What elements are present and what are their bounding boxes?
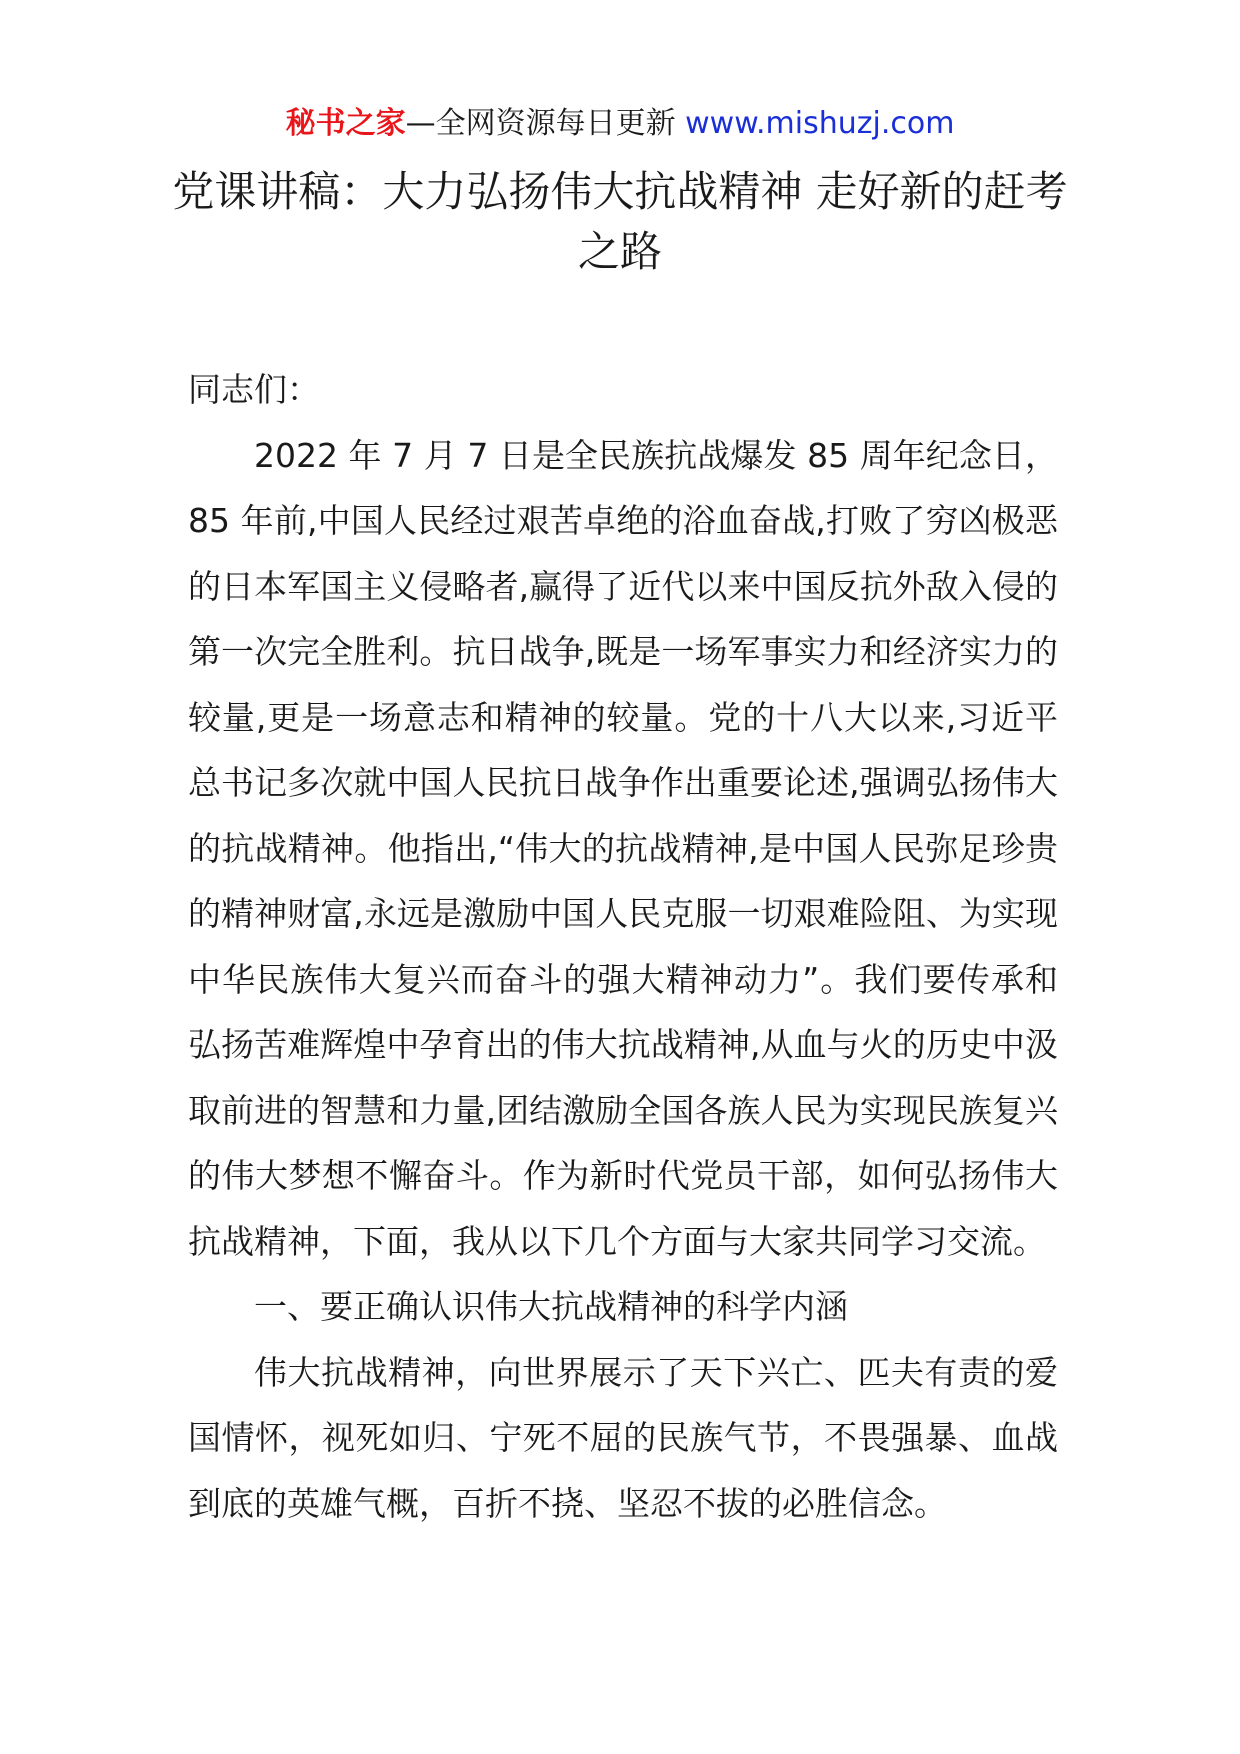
header-tagline: —全网资源每日更新 [405, 106, 676, 141]
section-heading-1: 一、要正确认识伟大抗战精神的科学内涵 [254, 1287, 848, 1326]
paragraph-section-1: 伟大抗战精神，向世界展示了天下兴亡、匹夫有责的爱国情怀，视死如归、宁死不屈的民族气节，不畏强暴、血战到底的英雄气概，百折不挠、坚忍不拔的必胜信念。 [188, 1352, 1058, 1523]
brand-name: 秘书之家 [285, 106, 406, 141]
salutation: 同志们： [188, 370, 320, 409]
site-url-link[interactable]: www.mishuzj.com [685, 106, 955, 141]
document-title: 党课讲稿：大力弘扬伟大抗战精神 走好新的赶考之路 [172, 167, 1068, 276]
site-header [0, 102, 1240, 146]
document-body [188, 357, 1058, 1536]
paragraph-intro: 2022 年 7 月 7 日是全民族抗战爆发 85 周年纪念日，85 年前,中国人民经过艰苦卓绝的浴血奋战,打败了穷凶极恶的日本军国主义侵略者,赢得了近代以来中国反抗外敌入侵的第一次完全胜利。抗日战争,既是一场军事实力和经济实力的较量,更是一场意志和精神的较量。党的十八大以来,习近平总书记多次就中国人民抗日战争作出重要论述,强调弘扬伟大的抗战精神。他指出,“伟大的抗战精神,是中国人民弥足珍贵的精神财富,永远是激励中国人民克服一切艰难险阻、为实现中华民族伟大复兴而奋斗的强大精神动力”。我们要传承和弘扬苦难辉煌中孕育出的伟大抗战精神,从血与火的历史中汲取前进的智慧和力量,团结激励全国各族人民为实现民族复兴的伟大梦想不懈奋斗。作为新时代党员干部，如何弘扬伟大抗战精神，下面，我从以下几个方面与大家共同学习交流。 [188, 435, 1058, 1261]
